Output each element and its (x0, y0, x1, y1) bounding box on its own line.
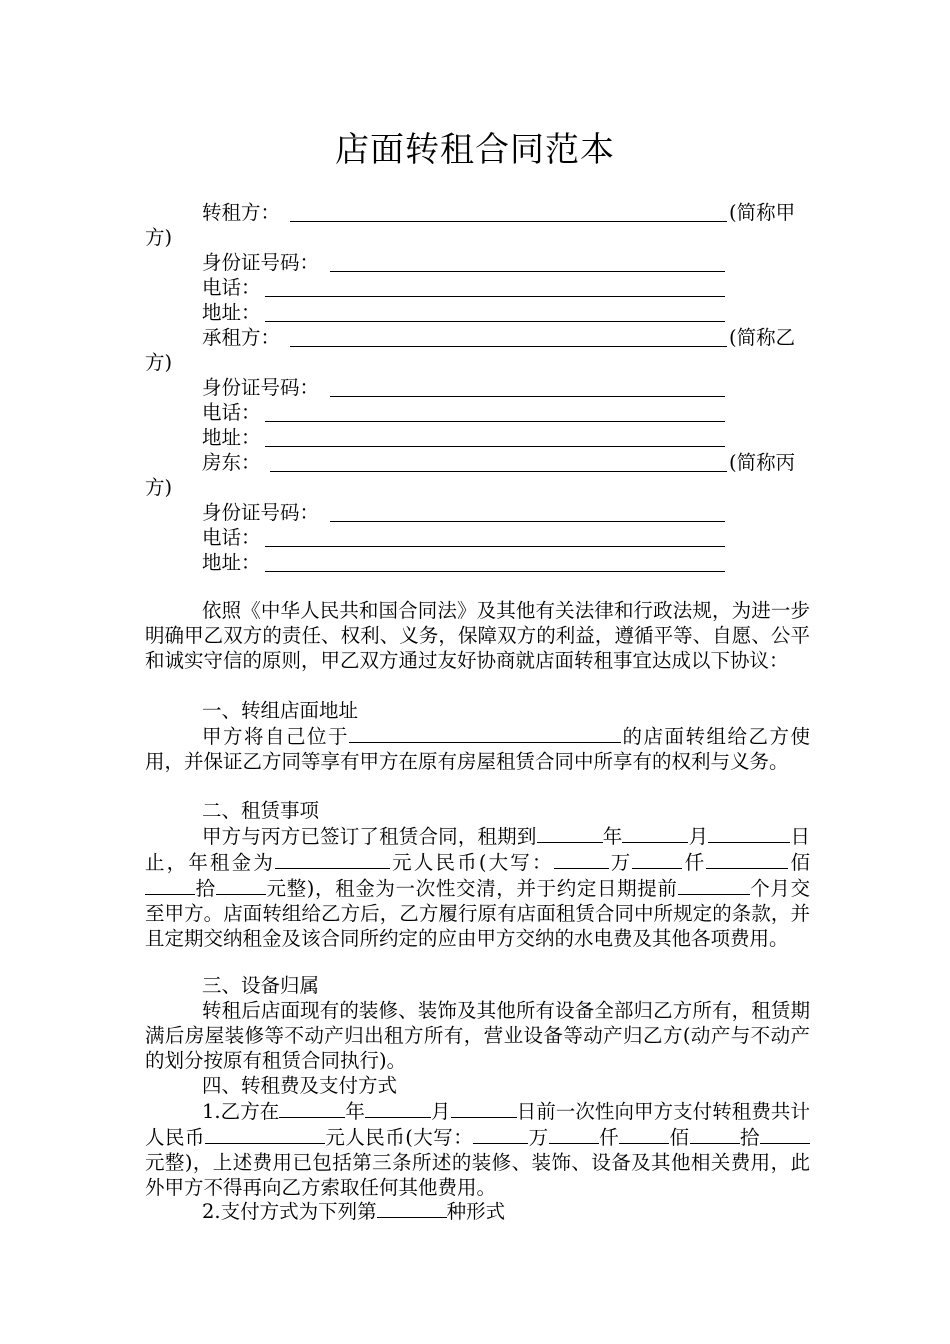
party-blank-sublessor[interactable] (290, 221, 727, 222)
party-abbrev-wrap-lessee: 方) (145, 351, 173, 374)
section-4-text-3: 月 (430, 1100, 451, 1123)
section-4-text-4: 日前一次性向甲方支付转租费共计人民币 (145, 1100, 810, 1149)
party-phone-label-landlord: 电话： (202, 526, 261, 549)
section-1-text-b: 的店面转组给乙方使用，并保证乙方同等享有甲方在原有房屋租赁合同中所享有的权利与义务。 (145, 725, 810, 773)
annual-rent-blank[interactable] (275, 849, 390, 869)
fee-shi-blank[interactable] (690, 1124, 740, 1144)
section-1-body (145, 723, 810, 774)
section-1-title: 一、转组店面地址 (202, 699, 359, 722)
payment-year-blank[interactable] (279, 1098, 345, 1118)
party-address-label-sublessor: 地址： (202, 301, 261, 324)
fee-yuan-blank[interactable] (760, 1124, 810, 1144)
party-address-blank-lessee[interactable] (265, 446, 725, 447)
lease-end-day-blank[interactable] (708, 823, 790, 843)
section-4-text-8: 佰 (669, 1126, 690, 1149)
advance-months-blank[interactable] (678, 875, 750, 895)
section-2-text-7: 仟 (682, 851, 707, 874)
section-4-payment-method (145, 1198, 810, 1224)
rent-qian-blank[interactable] (632, 849, 682, 869)
party-blank-landlord[interactable] (270, 471, 727, 472)
payment-method-text-b: 种形式 (446, 1200, 506, 1223)
fee-bai-blank[interactable] (619, 1124, 669, 1144)
party-id-label-sublessor: 身份证号码： (202, 251, 320, 274)
section-2-text-4: 日止，年租金为 (145, 825, 810, 874)
section-2-text-9: 拾 (195, 877, 216, 900)
rent-yuan-blank[interactable] (216, 875, 266, 895)
party-phone-blank-landlord[interactable] (265, 546, 725, 547)
transfer-fee-blank[interactable] (205, 1124, 325, 1144)
party-abbrev-sublessor: (简称甲 (729, 201, 796, 224)
party-id-blank-lessee[interactable] (330, 396, 725, 397)
payment-day-blank[interactable] (451, 1098, 517, 1118)
section-4-title: 四、转租费及支付方式 (202, 1074, 398, 1097)
section-2-text-5: 元人民币(大写： (390, 851, 554, 874)
section-4-text-5: 元人民币(大写： (324, 1126, 474, 1149)
section-2-text-8: 佰 (788, 851, 810, 874)
party-label-sublessor: 转租方： (202, 201, 281, 224)
party-phone-label-sublessor: 电话： (202, 276, 261, 299)
shop-address-blank[interactable] (349, 723, 621, 743)
section-2-text-2: 年 (602, 825, 623, 848)
rent-shi-blank[interactable] (145, 875, 195, 895)
section-2-text-1: 甲方与丙方已签订了租赁合同，租期到 (202, 825, 537, 848)
section-4-text-7: 仟 (598, 1126, 620, 1149)
section-4-text-10: 元整)，上述费用已包括第三条所述的装修、装饰、设备及其他相关费用，此外甲方不得再向乙方索取任何其他费用。 (145, 1151, 810, 1199)
party-id-blank-landlord[interactable] (330, 521, 725, 522)
party-phone-label-lessee: 电话： (202, 401, 261, 424)
party-address-blank-landlord[interactable] (265, 571, 725, 572)
section-2-text-10: 元整)，租金为一次性交清，并于约定日期提前 (265, 877, 678, 900)
party-phone-blank-lessee[interactable] (265, 421, 725, 422)
section-4-text-6: 万 (528, 1126, 549, 1149)
payment-month-blank[interactable] (365, 1098, 431, 1118)
fee-wan-blank[interactable] (473, 1124, 528, 1144)
section-2-body (145, 823, 810, 951)
section-4-text-1: 1.乙方在 (202, 1100, 280, 1123)
party-address-blank-sublessor[interactable] (265, 321, 725, 322)
section-4-text-9: 拾 (739, 1126, 760, 1149)
section-4-body (145, 1098, 810, 1200)
section-2-text-3: 月 (688, 825, 709, 848)
party-label-lessee: 承租方： (202, 326, 281, 349)
rent-bai-blank[interactable] (706, 849, 788, 869)
intro-paragraph: 依照《中华人民共和国合同法》及其他有关法律和行政法规，为进一步明确甲乙双方的责任、权利、义务，保障双方的利益，遵循平等、自愿、公平和诚实守信的原则，甲乙双方通过友好协商就店面转租事宜达成以下协议： (145, 599, 810, 672)
party-abbrev-lessee: (简称乙 (729, 326, 796, 349)
section-2-text-11: 个月交至甲方。店面转组给乙方后，乙方履行原有店面租赁合同中所规定的条款，并且定期交纳租金及该合同所约定的应由甲方交纳的水电费及其他各项费用。 (145, 877, 810, 950)
section-4-text-2: 年 (345, 1100, 365, 1123)
section-3-title: 三、设备归属 (202, 974, 320, 997)
section-2-text-6: 万 (608, 851, 633, 874)
party-id-label-landlord: 身份证号码： (202, 501, 320, 524)
payment-method-text-a: 2.支付方式为下列第 (202, 1200, 377, 1223)
fee-qian-blank[interactable] (549, 1124, 599, 1144)
document-title: 店面转租合同范本 (335, 130, 615, 170)
rent-wan-blank[interactable] (554, 849, 609, 869)
lease-end-year-blank[interactable] (537, 823, 603, 843)
party-address-label-landlord: 地址： (202, 551, 261, 574)
party-abbrev-wrap-landlord: 方) (145, 476, 173, 499)
party-phone-blank-sublessor[interactable] (265, 296, 725, 297)
section-3-body: 转租后店面现有的装修、装饰及其他所有设备全部归乙方所有，租赁期满后房屋装修等不动产归出租方所有，营业设备等动产归乙方(动产与不动产的划分按原有租赁合同执行)。 (145, 999, 810, 1072)
party-id-label-lessee: 身份证号码： (202, 376, 320, 399)
section-2-title: 二、租赁事项 (202, 799, 320, 822)
party-label-landlord: 房东： (202, 451, 261, 474)
party-blank-lessee[interactable] (290, 346, 727, 347)
payment-method-blank[interactable] (377, 1198, 447, 1218)
party-abbrev-landlord: (简称丙 (729, 451, 796, 474)
party-address-label-lessee: 地址： (202, 426, 261, 449)
lease-end-month-blank[interactable] (622, 823, 688, 843)
party-id-blank-sublessor[interactable] (330, 271, 725, 272)
party-abbrev-wrap-sublessor: 方) (145, 226, 173, 249)
section-1-text-a: 甲方将自己位于 (202, 725, 349, 748)
